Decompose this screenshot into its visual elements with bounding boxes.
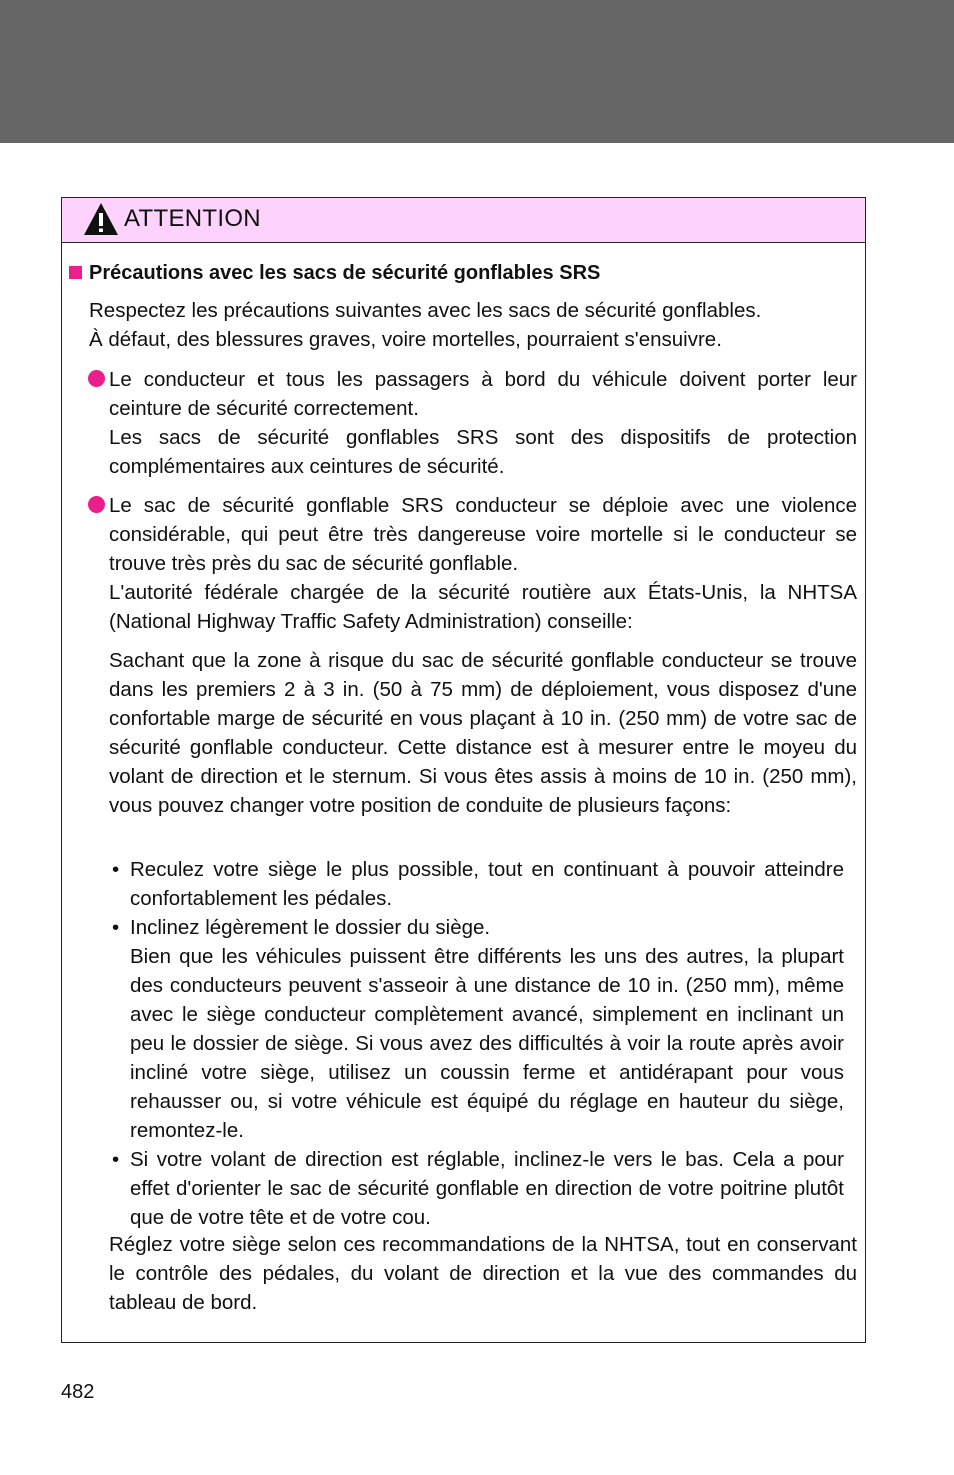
dot-bullet: • — [112, 1148, 120, 1171]
bullet-2 — [109, 491, 857, 636]
dot-bullet: • — [112, 858, 120, 881]
bullet-2-detail: L'autorité fédérale chargée de la sécurité routière aux États-Unis, la NHTSA (National Highway Traffic Safety Administration) conseille: — [109, 581, 857, 633]
page-number: 482 — [61, 1381, 95, 1403]
list-item — [109, 855, 844, 913]
attention-header — [62, 198, 865, 243]
dot-bullet: • — [112, 916, 120, 939]
circle-bullet-icon — [88, 496, 105, 513]
list-item-text: Reculez votre siège le plus possible, tout en continuant à pouvoir atteindre confortablement les pédales. — [130, 858, 844, 910]
list-item-text: Si votre volant de direction est réglable, inclinez-le vers le bas. Cela a pour effet d'orienter le sac de sécurité gonflable en direction de votre poitrine plutôt que de votre tête et de votre cou. — [130, 1148, 844, 1229]
bullet-2-text: Le sac de sécurité gonflable SRS conducteur se déploie avec une violence considérable, qui peut être très dangereuse voire mortelle si le conducteur se trouve très près du sac de sécurité gonflable. — [109, 494, 857, 575]
header-band — [0, 0, 954, 143]
warning-triangle-icon — [82, 201, 120, 237]
section-title: Précautions avec les sacs de sécurité gonflables SRS — [89, 262, 601, 284]
attention-box — [61, 197, 866, 1343]
bullet-1-detail: Les sacs de sécurité gonflables SRS sont des dispositifs de protection complémentaires aux ceintures de sécurité. — [109, 426, 857, 478]
intro-line-1: Respectez les précautions suivantes avec les sacs de sécurité gonflables. — [89, 299, 762, 322]
list-item — [109, 1145, 844, 1232]
adjustment-list — [109, 855, 844, 1232]
attention-title: ATTENTION — [124, 205, 261, 232]
bullet-1-text: Le conducteur et tous les passagers à bord du véhicule doivent porter leur ceinture de sécurité correctement. — [109, 368, 857, 420]
list-item-text: Inclinez légèrement le dossier du siège. — [130, 916, 491, 939]
intro-line-2: À défaut, des blessures graves, voire mortelles, pourraient s'ensuivre. — [89, 328, 722, 351]
square-bullet-icon — [69, 266, 82, 279]
nhtsa-advice: Sachant que la zone à risque du sac de sécurité gonflable conducteur se trouve dans les premiers 2 à 3 in. (50 à 75 mm) de déploiement, vous disposez d'une confortable marge de sécurité en vous plaçant à 10 in. (250 mm) de votre sac de sécurité gonflable conducteur. Cette distance est à mesurer entre le moyeu du volant de direction et le sternum. Si vous êtes assis à moins de 10 in. (250 mm), vous pouvez changer votre position de conduite de plusieurs façons: — [109, 649, 857, 817]
closing-text: Réglez votre siège selon ces recommandations de la NHTSA, tout en conservant le contrôle des pédales, du volant de direction et la vue des commandes du tableau de bord. — [109, 1233, 857, 1314]
list-item-detail: Bien que les véhicules puissent être différents les uns des autres, la plupart des conducteurs peuvent s'asseoir à une distance de 10 in. (250 mm), même avec le siège conducteur complètement avancé, simplement en inclinant un peu le dossier de siège. Si vous avez des difficultés à voir la route après avoir incliné votre siège, utilisez un coussin ferme et antidérapant pour vous rehausser ou, si votre véhicule est équipé du réglage en hauteur du siège, remontez-le. — [130, 945, 844, 1142]
intro-text — [89, 296, 859, 354]
list-item — [109, 913, 844, 1145]
circle-bullet-icon — [88, 370, 105, 387]
bullet-1 — [109, 365, 857, 481]
